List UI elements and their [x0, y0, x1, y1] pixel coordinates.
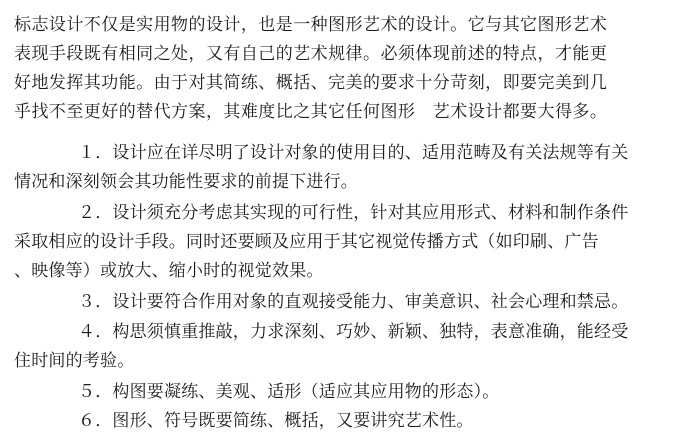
list-item-1-line-1: １．设计应在详尽明了设计对象的使用目的、适用范畴及有关法规等有关	[78, 143, 629, 163]
paragraph-line-1: 标志设计不仅是实用物的设计，也是一种图形艺术的设计。它与其它图形艺术	[14, 15, 608, 35]
list-item-5-line-1: ５．构图要凝练、美观、适形（适应其应用物的形态）。	[78, 382, 500, 402]
list-item-4-line-2: 住时间的考验。	[14, 351, 135, 371]
list-item-2-line-2: 采取相应的设计手段。同时还要顾及应用于其它视觉传播方式（如印刷、广告	[14, 232, 599, 252]
list-item-4-line-1: ４．构思须慎重推敲，力求深刻、巧妙、新颖、独特，表意准确，能经受	[78, 322, 629, 342]
list-item-2-line-3: 、映像等）或放大、缩小时的视觉效果。	[14, 261, 324, 281]
list-item-1-line-2: 情况和深刻领会其功能性要求的前提下进行。	[14, 172, 358, 192]
list-item-2-line-1: ２．设计须充分考虑其实现的可行性，针对其应用形式、材料和制作条件	[78, 203, 629, 223]
list-item-3-line-1: ３．设计要符合作用对象的直观接受能力、审美意识、社会心理和禁忌。	[78, 292, 629, 312]
paragraph-line-4: 乎找不至更好的替代方案，其难度比之其它任何图形 艺术设计都要大得多。	[14, 102, 608, 122]
list-item-6-line-1: ６．图形、符号既要简练、概括，又要讲究艺术性。	[78, 411, 474, 431]
paragraph-line-2: 表现手段既有相同之处，又有自己的艺术规律。必须体现前述的特点，才能更	[14, 44, 608, 64]
paragraph-line-3: 好地发挥其功能。由于对其简练、概括、完美的要求十分苛刻，即要完美到几	[14, 73, 608, 93]
